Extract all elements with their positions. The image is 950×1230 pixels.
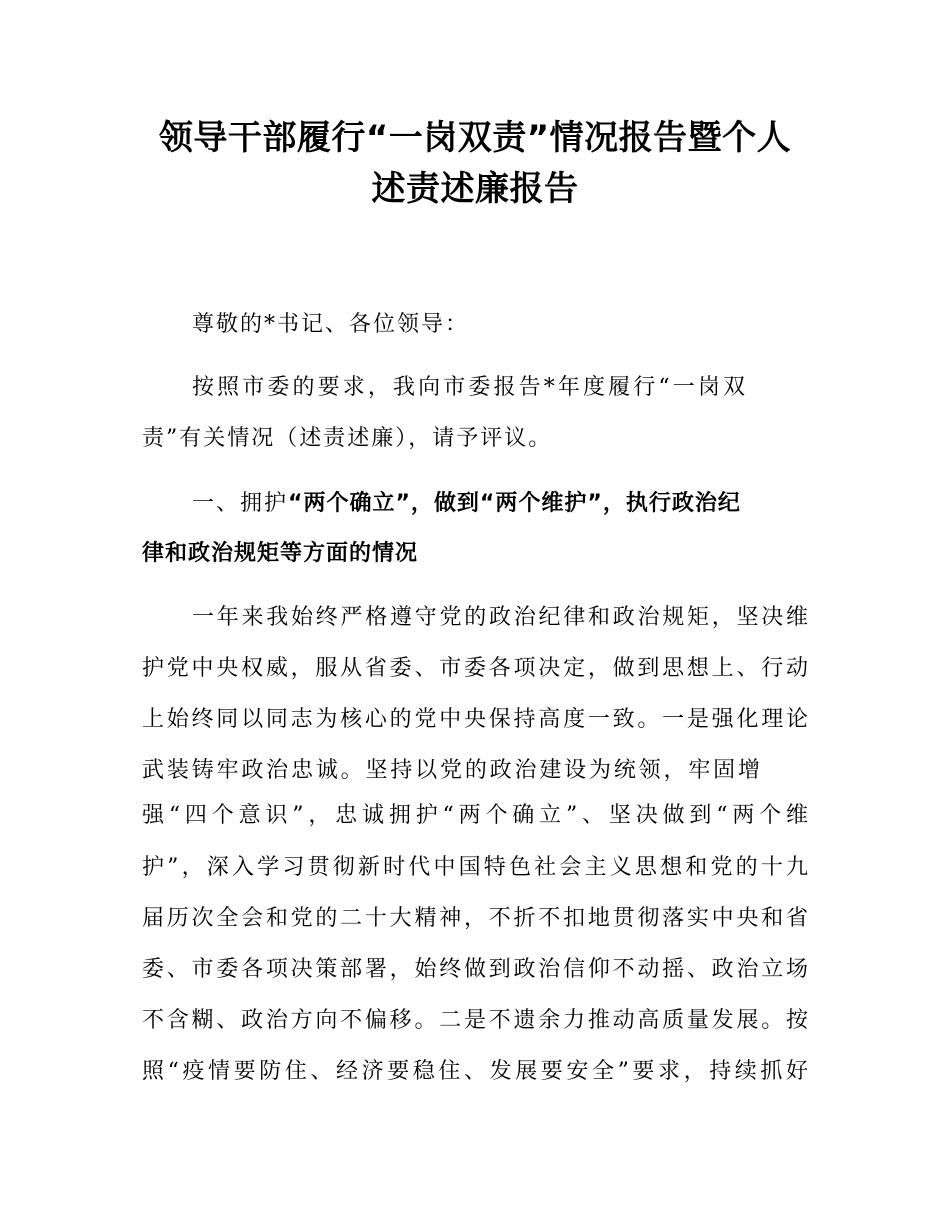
body-line: 届历次全会和党的二十大精神，不折不扣地贯彻落实中央和省 bbox=[142, 906, 810, 931]
section-1-heading-line-2 bbox=[142, 541, 810, 567]
body-line: 不含糊、政治方向不偏移。二是不遗余力推动高质量发展。按 bbox=[142, 1008, 810, 1033]
body-line: 照“疫情要防住、经济要稳住、发展要安全”要求，持续抓好 bbox=[142, 1059, 810, 1084]
document-title-line-1: 领导干部履行“一岗双责”情况报告暨个人 bbox=[158, 118, 792, 158]
body-line: 武装铸牢政治忠诚。坚持以党的政治建设为统领，牢固增 bbox=[142, 758, 762, 783]
body-line: 上始终同以同志为核心的党中央保持高度一致。一是强化理论 bbox=[142, 707, 810, 732]
section-1-prefix: 一、拥护 bbox=[192, 491, 289, 516]
salutation: 尊敬的*书记、各位领导： bbox=[192, 312, 470, 337]
intro-line-1: 按照市委的要求，我向市委报告*年度履行“一岗双 bbox=[192, 375, 747, 400]
body-line: 护”，深入学习贯彻新时代中国特色社会主义思想和党的十九 bbox=[142, 855, 810, 880]
document-title-line-2: 述责述廉报告 bbox=[371, 169, 579, 209]
section-1-heading-text-2: 律和政治规矩等方面的情况 bbox=[142, 541, 419, 566]
section-1-heading-text: “两个确立”，做到“两个维护”，执行政治纪 bbox=[288, 491, 741, 516]
section-1-heading-line-1 bbox=[192, 491, 810, 517]
intro-line-2: 责”有关情况（述责述廉），请予评议。 bbox=[142, 426, 553, 451]
body-line: 护党中央权威，服从省委、市委各项决定，做到思想上、行动 bbox=[142, 656, 810, 681]
body-line: 一年来我始终严格遵守党的政治纪律和政治规矩，坚决维 bbox=[192, 605, 810, 630]
body-line: 强“四个意识”，忠诚拥护“两个确立”、坚决做到“两个维 bbox=[142, 803, 810, 828]
body-line: 委、市委各项决策部署，始终做到政治信仰不动摇、政治立场 bbox=[142, 957, 810, 982]
